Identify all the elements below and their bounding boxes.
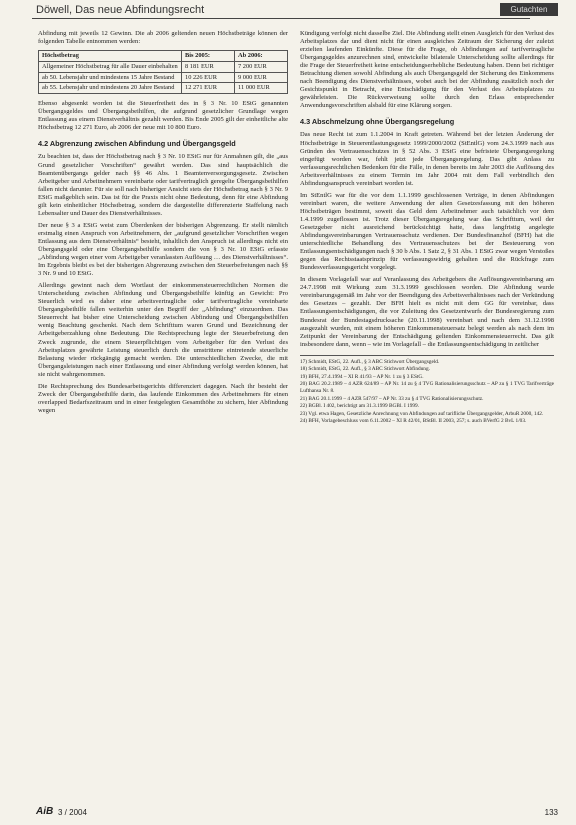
page-footer	[36, 806, 558, 820]
body-paragraph: Kündigung verfolgt nicht dasselbe Ziel. Die Abfindung stellt einen Ausgleich für den Verlust des Arbeitsplatzes dar und dient nicht für einen ausgleiches Zeitraum der Sicherung der zuletzt erzielten laufenden Einkünfte. Diese für die Frage, ob Abfindungen auf tarifvertragliche Übergangsgeldes anzurechnen sind, entwickelte bilaterale Unterscheidung sollte allerdings für die Frage der Steuerfreiheit keine entscheidungserhebliche Bedeutung haben. Denn bei richtiger Betrachtung dienen sowohl Abfindung als auch Übergangsgeld der Sicherung des Einkommens nach Beendigung des Dienstverhältnisses, wobei auch bei der Abfindung zusätzlich noch der Gesichtspunkt in Betracht, eine Entschädigung für den Verlust des Arbeitsplatzes zu gewährleisten. Die Rückverweisung sollte durch den Erlass entsprechender Anwendungsvorschriften alsbald für eine Klärung sorgen.	[300, 30, 554, 110]
limits-table	[38, 50, 288, 94]
body-paragraph: In diesem Vorlagefall war auf Veranlassung des Arbeitgebers die Auflösungsvereinbarung am 24.7.1998 mit Wirkung zum 31.3.1999 geschlossen worden. Die Abfindung wurde vereinbarungsgemäß im Jahr vor der Beendigung des Arbeitsverhältnisses nach der Verkündung des Gesetzes – gezahlt. Der BFH hielt es nicht mit dem GG für vereinbar, dass Entlassungsentschädigungen, die vor Zuleitung des Gesetzentwurfs der Bundesregierung zum Bundesrat der Bundestagsdrucksache (20.11.1998) vereinbart und nach dem 31.12.1998 ausgezahlt wurden, mit einem höheren Einkommensteuersatz belegt werden als nach dem im Zeitpunkt der Vereinbarung der Entschädigung geltenden Einkommensteuerrecht. Das gilt insbesondere dann, wenn – wie im Vorlagefall – die Entlassungsentschädigung in zeitlicher	[300, 276, 554, 348]
table-cell: 9 000 EUR	[235, 72, 288, 83]
body-paragraph: Im StEntlG war für die vor dem 1.1.1999 geschlossenen Verträge, in denen Abfindungen vereinbart waren, die weitere Anwendung der alten Gesetzesfassung mit den höheren Höchstbeträgen bestimmt, soweit das Geld dem Arbeitnehmer auch tatsächlich vor dem 1.4.1999 zugeflossen ist. Trotz dieser Übergangsregelung war das Schrifttum, weil der Gesetzgeber nicht ausreichend berücksichtigt hatte, dass langfristig angelegte Abfindungsvereinbarungen Vertrauensschutz verdienen. Der Bundesfinanzhof (BFH) hat die unterschiedliche Behandlung des Vertrauensschutzes bei der Besteuerung von Entlassungsentschädigungen nach § 30 b Abs. 1 Satz 2, § 31 Abs. 1 EStG zwar wegen Verstoßes gegen das Rechtsstaatsprinzip für verfassungswidrig gehalten und die Rückfrage zum Bundesverfassungsgericht vorgelegt.	[300, 191, 554, 272]
running-header	[28, 2, 560, 18]
body-paragraph: Allerdings gewinnt nach dem Wortlaut der einkommensteuerrechtlichen Normen die Unterscheidung zwischen Abfindung und Übergangsbeihilfe künftig an Gewicht: Pro Steuerlich wird es daher eine arbeitsvertragliche oder tarifvertragliche vereinbarte Übergangsbeihilfe fallen weiterhin unter den Begriff der „Abfindung“ einzuordnen. Das Steuerrecht hat bisher eine Unterscheidung zwischen Abfindung und Übergangsbeihilfen wenig Beachtung geschenkt. Nach dem Schrifttum waren Grund und Bezeichnung der Arbeitgeberzahlung ohne Bedeutung. Die Rechtsprechung legte der Steuerbefreiung den Zweck zugrunde, die einem Steuerpflichtigen vom Arbeitgeber für den Verlust des Arbeitsplatzes gewährte Leistung steuerlich durch die umstrittene eintretende steuerliche Belastung wieder rückgängig gemacht werden. Die unterschiedlichen Zwecke, die mit Übergangsleistungen nach einer Entlassung und einer Abfindung verfolgt werden können, hat sie nicht wahrgenommen.	[38, 282, 288, 378]
footnotes	[300, 355, 554, 425]
table-header-cell: Ab 2006:	[235, 51, 288, 62]
table-cell: 10 226 EUR	[182, 72, 235, 83]
footnote: 21) BAG 20.1.1999 – 4 AZR 547/97 – AP Nr. 33 zu § 4 TVG Rationalisierungsschutz.	[300, 395, 484, 402]
section-heading: 4.3 Abschmelzung ohne Übergangsregelung	[300, 117, 455, 127]
running-title: Döwell, Das neue Abfindungsrecht	[36, 4, 205, 16]
table-cell: 7 200 EUR	[235, 61, 288, 72]
header-rule	[32, 18, 530, 19]
table-header-row	[39, 51, 288, 62]
footnote: 20) BAG 20.2.1989 – 4 AZR 624/89 – AP Nr. 14 zu § 4 TVG Rationalisierungsschutz – AP zu § 1 TVG Tarifverträge Lufthansa Nr. 8.	[300, 381, 554, 395]
intro-paragraph: Abfindung mit jeweils 12 Gewinn. Die ab 2006 geltenden neuen Höchstbeträge können der folgenden Tabelle entnommen werden:	[38, 30, 288, 46]
table-header-cell: Höchstbetrag	[39, 51, 182, 62]
body-paragraph: Der neue § 3 a EStG weist zum Überdenken der bisherigen Abgrenzung. Er stellt nämlich erstmalig einen Anspruch von Arbeitnehmern, der „aufgrund gesetzlicher Vorschriften wegen Entlassung aus dem Dienstverhältnis“ besteht, inhaltlich den Anspruch ist allerdings nicht ein Übergangsgeld oder eine Übergangsbeihilfe sondern die von § 3 Nr. 10 EStG erfasste „Abfindung wegen einer vom Arbeitgeber veranlassten Auflösung … des Dienstverhältnisses“. Im Ergebnis bleibt es bei der bisherigen Abgrenzung zwischen den Steuerbefreiungen nach §§ 3 Nr. 9 und 10 EStG.	[38, 221, 288, 278]
table-cell: 8 181 EUR	[182, 61, 235, 72]
table-cell: 12 271 EUR	[182, 83, 235, 94]
left-column	[38, 30, 288, 419]
table-header-cell: Bis 2005:	[182, 51, 235, 62]
section-tab: Gutachten	[500, 3, 558, 16]
table-row	[39, 83, 288, 94]
table-cell: Allgemeiner Höchstbetrag für alle Dauer einbehalten	[39, 61, 182, 72]
table-row	[39, 61, 288, 72]
footnote: 17) Schmidt, EStG, 22. Aufl., § 3 ABC Stichwort Übergangsgeld.	[300, 358, 440, 365]
right-column	[300, 30, 554, 426]
issue-number: 3 / 2004	[58, 808, 87, 817]
footnote: 23) Vgl. etwa Hagen, Gesetzliche Anrechnung von Abfindungen auf tarifliche Übergangsgelder, ArbuR 2000, 142.	[300, 410, 544, 417]
page-number: 133	[544, 808, 558, 817]
table-cell: ab 55. Lebensjahr und mindestens 20 Jahre Bestand	[39, 83, 182, 94]
table-cell: ab 50. Lebensjahr und mindestens 15 Jahre Bestand	[39, 72, 182, 83]
table-cell: 11 000 EUR	[235, 83, 288, 94]
footnote: 18) Schmidt, EStG, 22. Aufl., § 3 ABC Stichwort Abfindung.	[300, 366, 430, 373]
body-paragraph: Zu beachten ist, dass der Höchstbetrag nach § 3 Nr. 10 EStG nur für Anmahnen gilt, die „aus Grund gesetzlicher Vorschriften“ gewährt werden. Das sind hauptsächlich die Beamtenübergangs gelder nach §§ 46 Abs. 1 Beamtenversorgungsgesetz. Zwischen Arbeitgeber und Arbeitnehmern vereinbarte oder tarifvertraglich geregelte Übergangsbeihilfen fallen nicht darunter. Für sie soll nach bisheriger Ansicht stets der Höchstbetrag nach § 3 Nr. 9 EStG maßgeblich sein. Das ist für die Praxis nicht ohne Bedeutung, denn für eine Abfindung gilt kein einheitlicher Höchstbetrag, sondern die dargestellte differenzierte Staffelung nach Lebensalter und Dauer des Dienstverhältnisses.	[38, 153, 288, 217]
footnote: 19) BFH, 27.4.1994 – XI R 41/93 – AP Nr. 1 zu § 3 EStG.	[300, 373, 424, 380]
section-heading: 4.2 Abgrenzung zwischen Abfindung und Übergangsgeld	[38, 139, 236, 149]
footnote: 24) BFH, Vorlagebeschluss vom 6.11.2002 – XI R 42/01, BStBl. II 2003, 257; s. auch BVerfG 2 BvL 1/03.	[300, 418, 527, 425]
table-row	[39, 72, 288, 83]
journal-logo: AiB	[36, 806, 54, 817]
body-paragraph: Die Rechtsprechung des Bundesarbeitsgerichts differenziert dagegen. Nach ihr besteht der Zweck der Übergangsbeihilfe darin, das laufende Einkommen des Arbeitnehmers für einen overlapped Bedarfszeitraum und in einer festgelegten Gesamthöhe zu sichern, hier Abfindung wegen	[38, 382, 288, 414]
footnote: 22) BGBl. I 402, berichtigt am 31.3.1999 BGBl. I 1999.	[300, 403, 420, 410]
body-paragraph: Ebenso abgesenkt worden ist die Steuerfreiheit des in § 3 Nr. 10 EStG genannten Übergangsgeldes und Übergangsbeihilfen, die aufgrund gesetzlicher Grundlage wegen Entlassung aus einem Dienstverhältnis gezahlt werden. Bis Ende 2005 gilt der einheitliche alte Höchstbetrag 12 271 Euro, ab 2006 der neue mit 10 800 Euro.	[38, 100, 288, 132]
body-paragraph: Das neue Recht ist zum 1.1.2004 in Kraft getreten. Während bei der letzten Änderung der Höchstbeträge in Steuerentlastungsgesetz 1999/2000/2002 (StEntlG) vom 24.3.1999 nach aus Gründen des Vertrauensschutzes in § 52 Abs. 3 EStG eine befristete Übergangsregelung eingefügt worden war, fehlt jetzt jede Übergangsregelung. Das gibt Anlass zu verfassungsrechtlichen Bedenken für die Fälle, in denen bereits im Jahr 2003 die Auflösung des Arbeitsverhältnisses zu einem Termin im Jahr 2004 mit dem Fall verbindlich den Abfindungsanspruch vereinbart worden ist.	[300, 131, 554, 187]
